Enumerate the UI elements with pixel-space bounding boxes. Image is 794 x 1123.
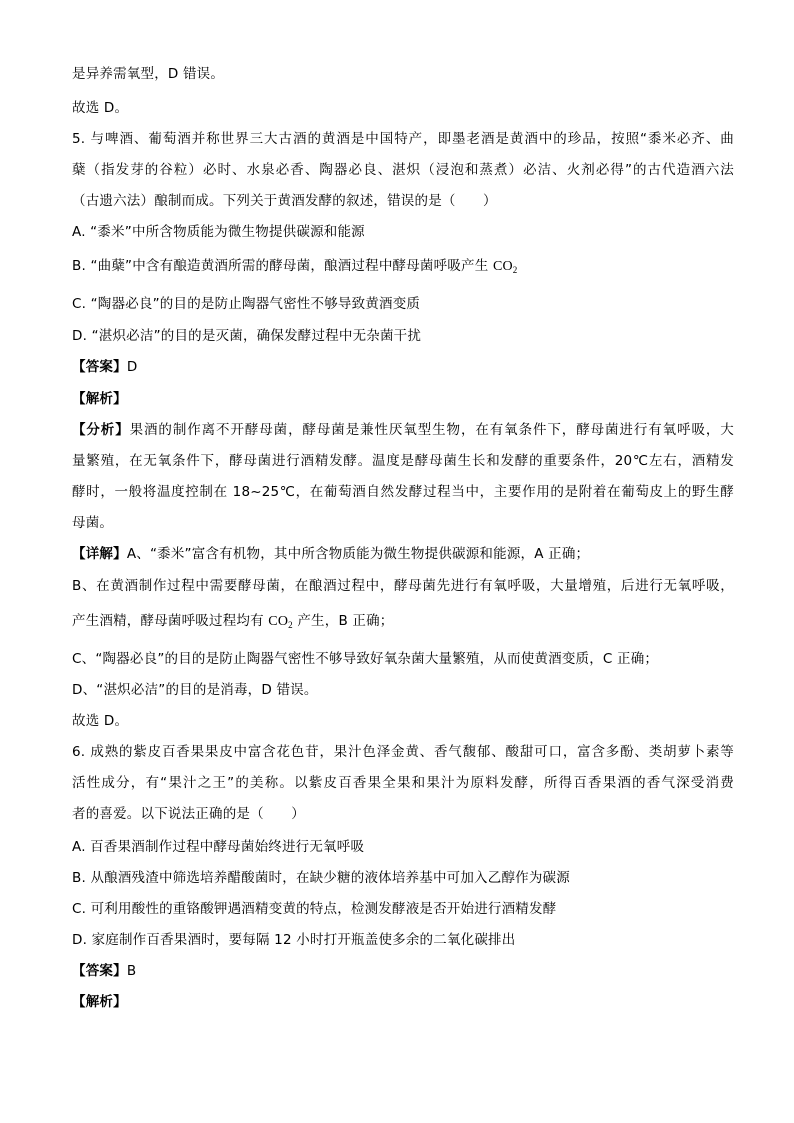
q6-option-d: D. 家庭制作百香果酒时，要每隔 12 小时打开瓶盖使多余的二氧化碳排出 (72, 932, 516, 948)
co2-co-2: CO (268, 614, 289, 629)
q6-option-c: C. 可利用酸性的重铬酸钾遇酒精变黄的特点，检测发酵液是否开始进行酒精发酵 (72, 901, 557, 917)
q6-stem-line-2: 活性成分，有“果汁之王”的美称。以紫皮百香果全果和果汁为原料发酵，所得百香果酒的香气深受消费 (72, 775, 734, 791)
analysis-tag: 【解析】 (72, 391, 127, 407)
fenxi-line-2: 量繁殖，在无氧条件下，酵母菌进行酒精发酵。温度是酵母菌生长和发酵的重要条件，20℃左右，酒精发 (72, 453, 734, 469)
answer-tag-2: 【答案】 (72, 963, 127, 979)
xiangjie-line-d: D、“湛炽必洁”的目的是消毒，D 错误。 (72, 682, 318, 698)
q5-option-b-text: B. “曲蘖”中含有酿造黄酒所需的酵母菌，酿酒过程中酵母菌呼吸产生 (72, 258, 493, 274)
q5-stem-line-2: 蘖（指发芽的谷粒）必时、水泉必香、陶器必良、湛炽（浸泡和蒸煮）必洁、火剂必得”的古代造酒六法 (72, 162, 734, 178)
co2-subscript-2: 2 (288, 620, 293, 630)
co2-co: CO (492, 259, 513, 274)
fenxi-line-1 (72, 420, 734, 440)
q5-answer-line (72, 357, 137, 377)
q6-stem-line-1: 6. 成熟的紫皮百香果果皮中富含花色苷，果汁色泽金黄、香气馥郁、酸甜可口，富含多酚、类胡萝卜素等 (72, 744, 734, 760)
q6-option-a: A. 百香果酒制作过程中酵母菌始终进行无氧呼吸 (72, 839, 365, 855)
q6-option-b: B. 从酿酒残渣中筛选培养醋酸菌时，在缺少糖的液体培养基中可加入乙醇作为碳源 (72, 870, 570, 886)
xiangjie-line-b2 (72, 611, 394, 635)
co2-formula-2 (268, 614, 293, 629)
q5-option-a: A. “黍米”中所含物质能为微生物提供碳源和能源 (72, 224, 365, 240)
co2-formula (493, 259, 518, 274)
previous-conclusion: 故选 D。 (72, 100, 129, 116)
answer-value-2: B (126, 963, 137, 979)
xiangjie-line-a (72, 544, 589, 564)
previous-tail-line: 是异养需氧型，D 错误。 (72, 66, 225, 82)
q5-stem-line-1: 5. 与啤酒、葡萄酒并称世界三大古酒的黄酒是中国特产，即墨老酒是黄酒中的珍品，按照“黍米必齐、曲 (72, 131, 734, 147)
answer-value: D (126, 359, 138, 375)
xiangjie-line-b1: B、在黄酒制作过程中需要酵母菌，在酿酒过程中，酵母菌先进行有氧呼吸，大量增殖，后进行无氧呼吸， (72, 578, 734, 594)
q6-stem-line-3: 者的喜爱。以下说法正确的是（ ） (72, 806, 305, 822)
q5-option-d: D. “湛炽必洁”的目的是灭菌，确保发酵过程中无杂菌干扰 (72, 328, 422, 344)
analysis-tag-2: 【解析】 (72, 994, 127, 1010)
q5-conclusion: 故选 D。 (72, 713, 129, 729)
xiangjie-tag: 【详解】 (72, 546, 127, 562)
fenxi-line-4: 母菌。 (72, 515, 114, 531)
q5-option-b (72, 256, 518, 280)
q6-answer-line (72, 961, 136, 981)
xiangjie-b2-pre: 产生酒精，酵母菌呼吸过程均有 (72, 613, 269, 629)
answer-tag: 【答案】 (72, 359, 127, 375)
fenxi-line-3: 酵时，一般将温度控制在 18~25℃，在葡萄酒自然发酵过程当中，主要作用的是附着在葡萄皮上的野生酵 (72, 484, 734, 500)
xiangjie-b2-post: 产生，B 正确； (292, 613, 394, 629)
xiangjie-line-c: C、“陶器必良”的目的是防止陶器气密性不够导致好氧杂菌大量繁殖，从而使黄酒变质，C 正确； (72, 651, 659, 667)
q5-stem-line-3: （古遗六法）酿制而成。下列关于黄酒发酵的叙述，错误的是（ ） (72, 193, 497, 209)
q5-option-c: C. “陶器必良”的目的是防止陶器气密性不够导致黄酒变质 (72, 296, 421, 312)
fenxi-tag: 【分析】 (72, 422, 130, 438)
xiangjie-a-text: A、“黍米”富含有机物，其中所含物质能为微生物提供碳源和能源，A 正确； (126, 546, 590, 562)
fenxi-text-1: 果酒的制作离不开酵母菌，酵母菌是兼性厌氧型生物，在有氧条件下，酵母菌进行有氧呼吸，大 (129, 422, 734, 438)
co2-subscript: 2 (512, 265, 518, 275)
